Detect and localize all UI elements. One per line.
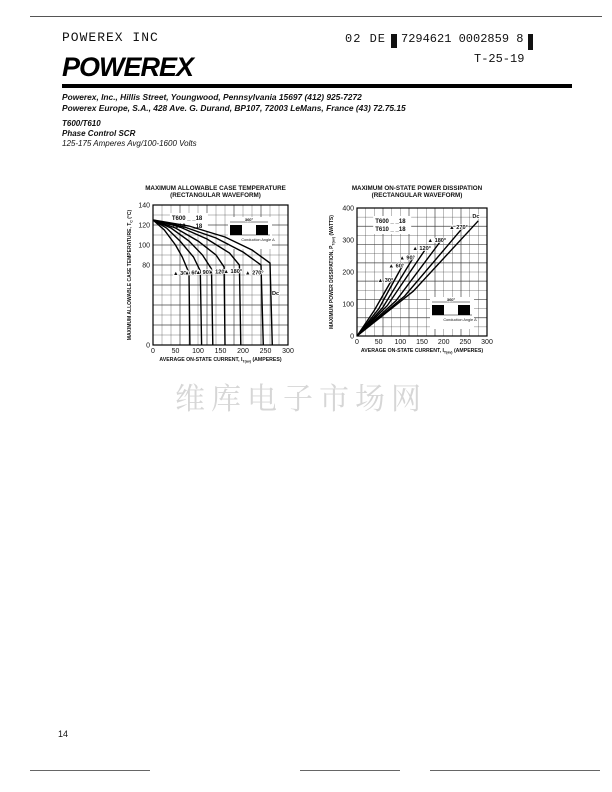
inset-bottom-label: Conduction Angle Δ	[443, 318, 477, 322]
power-dissipation-chart	[325, 180, 500, 365]
y-tick-label: 140	[138, 202, 150, 210]
company-code: POWEREX INC	[62, 30, 159, 45]
bottom-rule-mid	[300, 770, 400, 771]
y-tick-label: 100	[342, 301, 354, 309]
series-label: ▲ 270°	[245, 270, 264, 277]
y-tick-label: 80	[142, 262, 150, 270]
y-tick-label: 100	[138, 242, 150, 250]
x-tick-label: 150	[214, 348, 227, 355]
address-europe: Powerex Europe, S.A., 428 Ave. G. Durand, BP107, 72003 LeMans, France (43) 72.75.15	[62, 103, 406, 113]
inset-pulse	[256, 225, 268, 235]
series-label: Dc	[472, 213, 480, 220]
y-tick-label: 200	[342, 269, 354, 277]
inset-pulse	[432, 305, 444, 315]
x-tick-label: 200	[237, 348, 249, 355]
series-label: Dc	[272, 291, 280, 297]
legend-entry: T610 _ _18	[171, 224, 203, 230]
chart-title: MAXIMUM ALLOWABLE CASE TEMPERATURE	[145, 185, 286, 192]
inset-top-label: 360°	[446, 297, 456, 302]
doc-code: 02 DE	[345, 32, 387, 46]
x-tick-label: 0	[355, 339, 359, 346]
x-tick-label: 250	[259, 348, 272, 355]
series-label: ▲ 180°	[223, 269, 243, 275]
x-tick-label: 250	[459, 339, 472, 346]
x-tick-label: 100	[192, 348, 204, 355]
y-tick-label: 0	[350, 333, 354, 341]
inset-bottom-label: Conduction Angle Δ	[241, 238, 275, 242]
doc-number: 7294621 0002859 8	[401, 32, 524, 46]
x-tick-label: 300	[481, 339, 493, 346]
y-tick-label: 0	[146, 342, 150, 350]
x-tick-label: 300	[282, 348, 294, 355]
inset-pulse	[458, 305, 470, 315]
top-scan-rule	[30, 16, 602, 17]
bottom-rule-right	[430, 770, 600, 771]
series-label: ▲ 60°	[388, 263, 405, 270]
chart-subtitle: (RECTANGULAR WAVEFORM)	[371, 192, 463, 199]
barcode-mark-2	[528, 34, 533, 50]
x-axis-label: AVERAGE ON-STATE CURRENT, $I_{T(av)}$ (AMPERES)	[159, 357, 282, 364]
series-label: ▲ 90°	[195, 270, 212, 276]
legend-entry: T600 _ _18	[375, 219, 406, 225]
inset-top-label: 360°	[244, 217, 254, 222]
x-axis-label: AVERAGE ON-STATE CURRENT, $I_{T(av)}$ (AMPERES)	[360, 348, 484, 355]
y-axis-label: MAXIMUM POWER DISSIPATION, $P_{T(av)}$ (WATTS)	[329, 215, 336, 329]
part-number: T600/T610	[62, 119, 101, 128]
y-tick-label: 300	[342, 237, 354, 245]
header-rule	[62, 84, 572, 88]
x-tick-label: 200	[437, 339, 450, 346]
logo-text: POWEREX	[62, 52, 194, 82]
x-tick-label: 50	[171, 348, 180, 355]
x-tick-label: 0	[151, 348, 155, 355]
x-tick-label: 50	[374, 339, 383, 346]
series-label: ▲ 180°	[427, 238, 447, 244]
legend-entry: T610 _ _18	[375, 227, 406, 233]
case-temperature-chart	[120, 180, 305, 365]
powerex-logo	[62, 52, 202, 82]
part-type: Phase Control SCR	[62, 129, 136, 138]
barcode-mark	[391, 34, 397, 48]
series-line	[153, 220, 190, 345]
bottom-rule-left	[30, 770, 150, 771]
series-label: ▲ 120°	[208, 269, 227, 276]
part-rating: 125-175 Amperes Avg/100-1600 Volts	[62, 139, 197, 148]
y-axis-label: MAXIMUM ALLOWABLE CASE TEMPERATURE, $T_C$ (°C)	[127, 209, 134, 341]
watermark-text: 维库电子市场网	[175, 382, 427, 417]
series-label: ▲ 270°	[449, 225, 468, 232]
legend-entry: T600 _ _18	[171, 216, 203, 222]
series-label: ▲ 30°	[377, 278, 394, 284]
series-label: ▲ 90°	[399, 255, 415, 262]
y-tick-label: 120	[138, 222, 150, 230]
series-label: ▲ 120°	[412, 246, 432, 252]
page-number: 14	[58, 729, 69, 739]
y-tick-label: 400	[342, 205, 354, 213]
date-code: T-25-19	[474, 52, 525, 66]
chart-subtitle: (RECTANGULAR WAVEFORM)	[170, 192, 261, 199]
inset-pulse	[230, 225, 242, 235]
address-us: Powerex, Inc., Hillis Street, Youngwood, Pennsylvania 15697 (412) 925-7272	[62, 92, 362, 102]
x-tick-label: 100	[394, 339, 407, 346]
x-tick-label: 150	[416, 339, 428, 346]
series-label: ▲ 60°	[184, 270, 200, 277]
chart-title: MAXIMUM ON-STATE POWER DISSIPATION	[351, 185, 483, 192]
series-label: ▲ 30°	[173, 271, 189, 277]
